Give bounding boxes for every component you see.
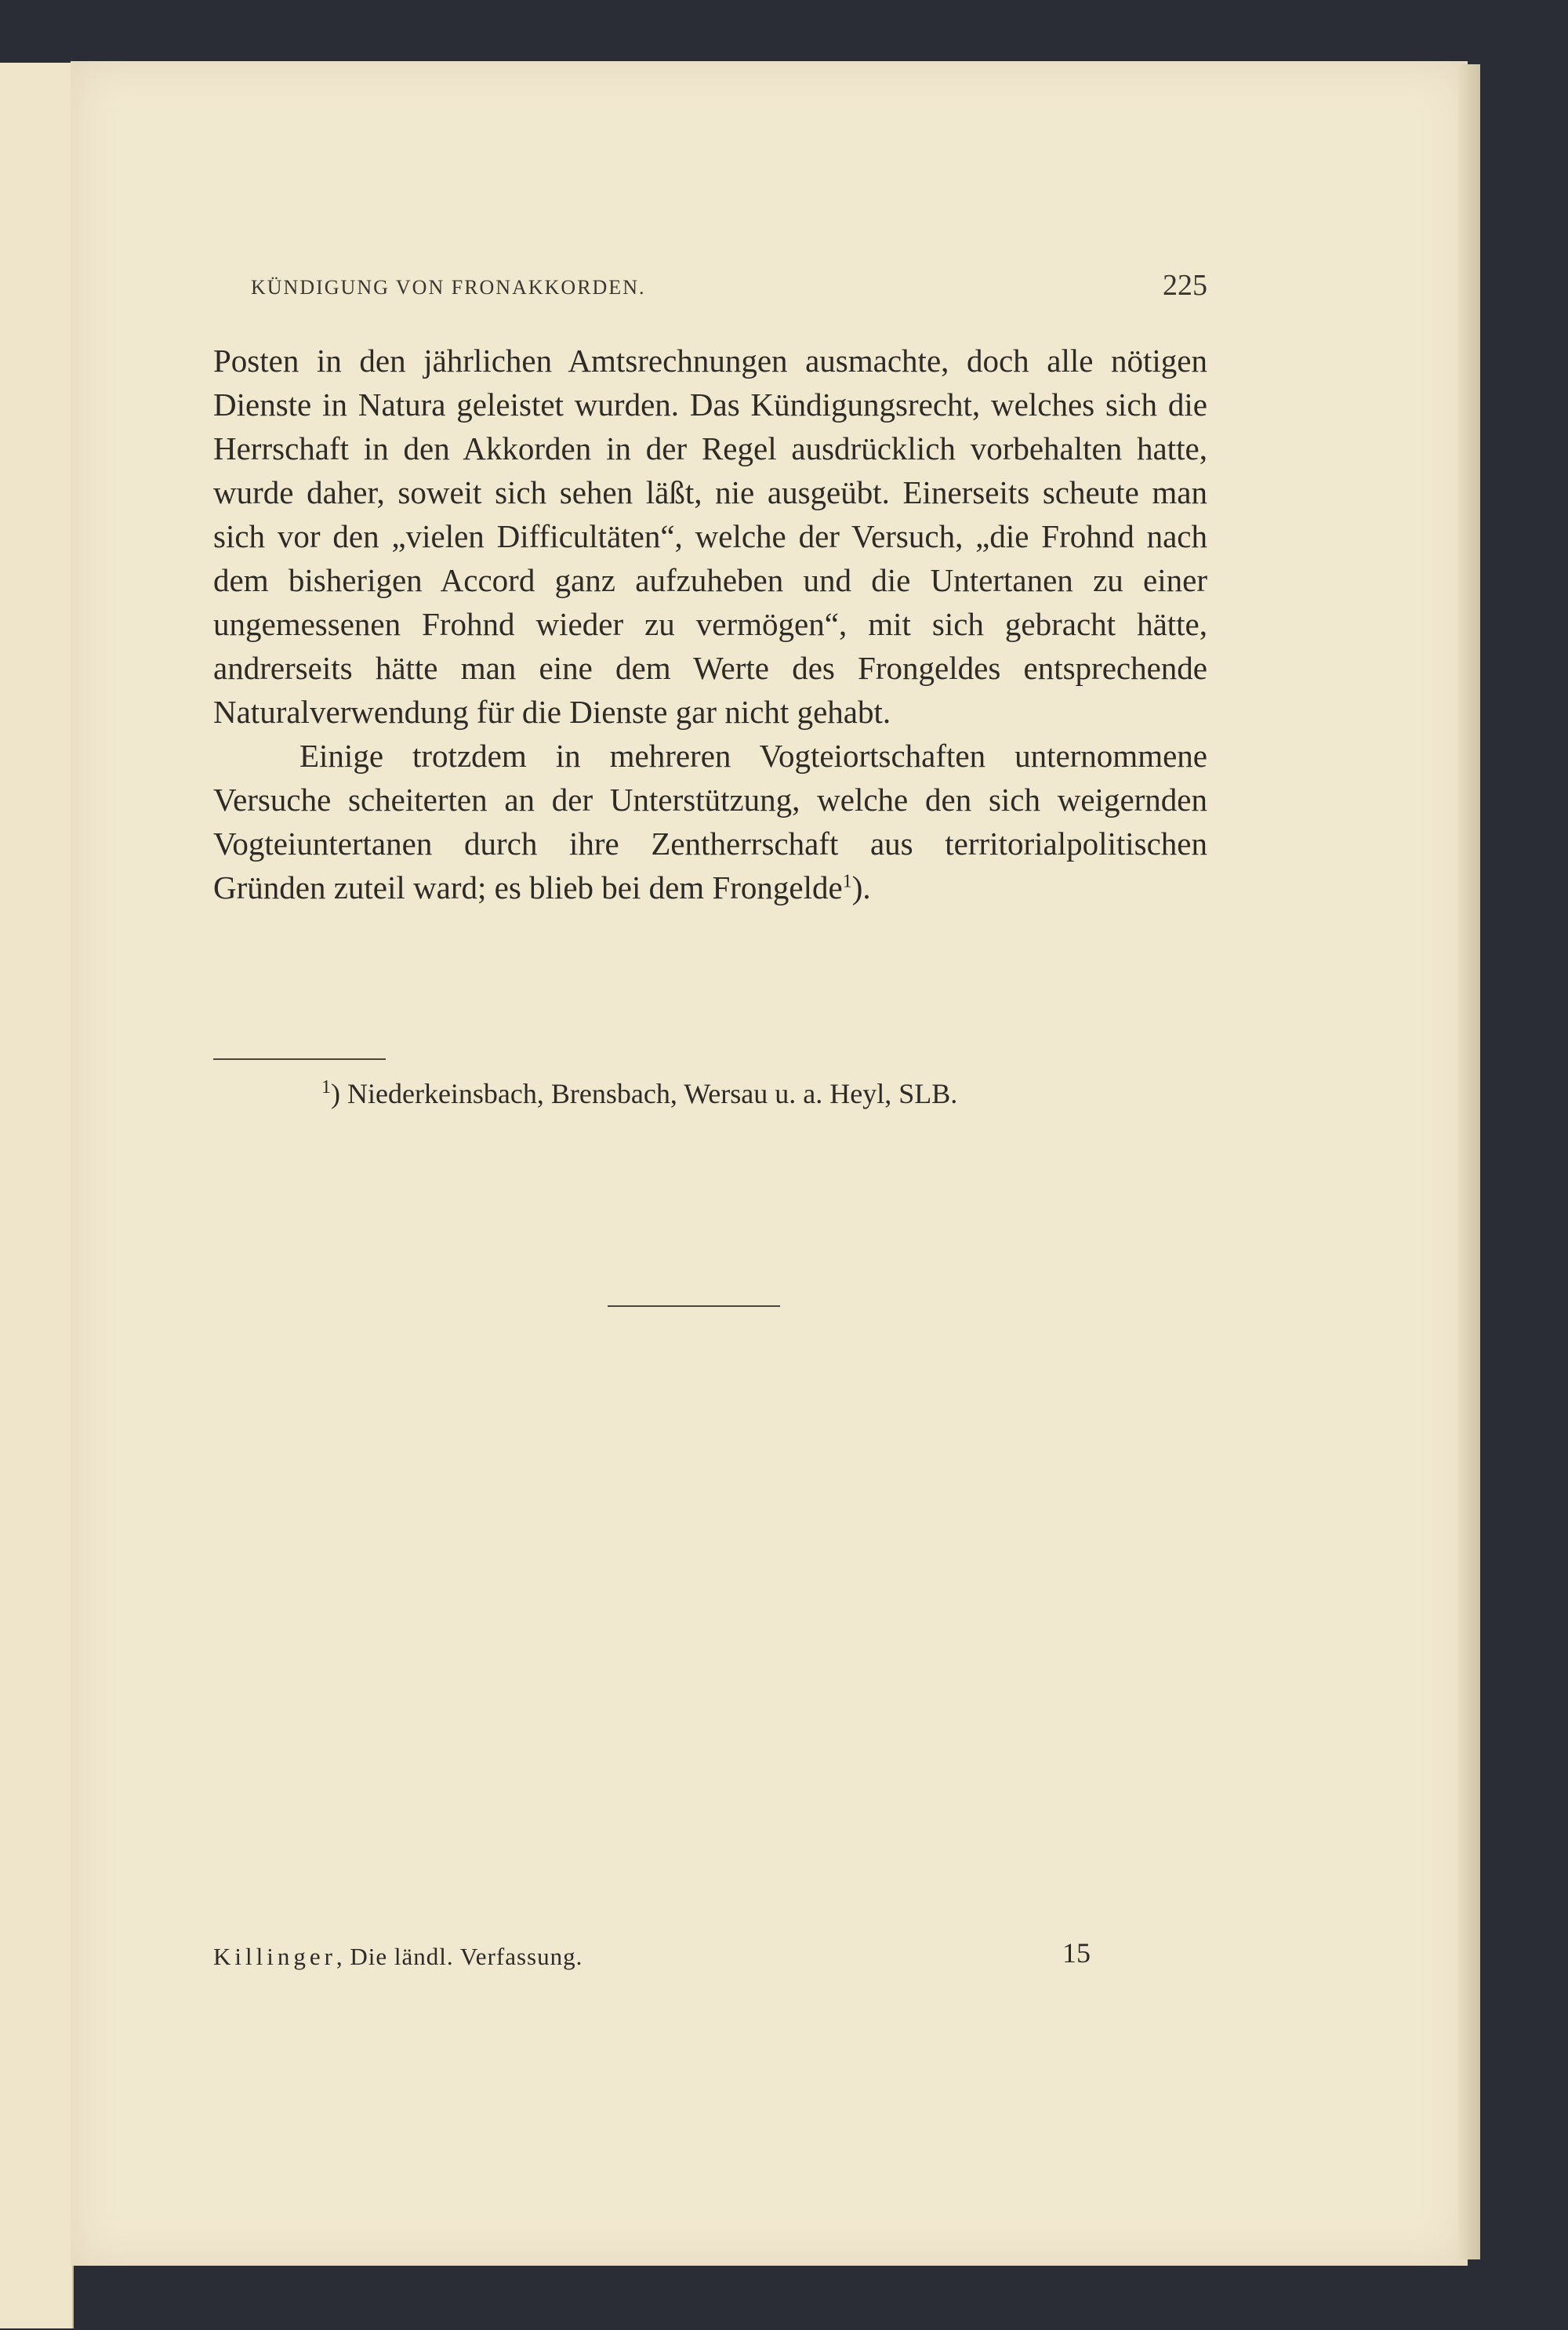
paragraph-1: Posten in den jährlichen Amtsrechnungen ausmachte, doch alle nötigen Dienste in Natura geleistet wurden. Das Kündigungsrecht, welches sich die Herrschaft in den Akkorden in der Regel ausdrücklich vorbehalten hatte, wurde daher, soweit sich sehen läßt, nie ausgeübt. Einerseits scheute man sich vor den „vielen Difficultäten“, welche der Versuch, „die Frohnd nach dem bisherigen Accord ganz aufzuheben und die Untertanen zu einer ungemessenen Frohnd wieder zu vermögen“, mit sich gebracht hätte, andrerseits hätte man eine dem Werte des Frongeldes entsprechende Naturalverwendung für die Dienste gar nicht gehabt. bbox=[213, 343, 1207, 730]
main-text bbox=[213, 339, 1207, 909]
footnote-text: Niederkeinsbach, Brensbach, Wersau u. a. Heyl, SLB. bbox=[340, 1078, 958, 1109]
page-stack-edge bbox=[1458, 64, 1480, 2259]
page-number: 225 bbox=[1163, 269, 1207, 302]
footnote bbox=[321, 1074, 1207, 1113]
signature-title: , Die ländl. Verfassung. bbox=[336, 1943, 583, 1970]
signature-line bbox=[213, 1936, 1207, 1976]
paragraph-2 bbox=[213, 734, 1207, 909]
footnote-divider bbox=[213, 1058, 386, 1060]
book-signature bbox=[213, 1943, 583, 1971]
paragraph-2-text: Einige trotzdem in mehreren Vogteiortschaften unternommene Versuche scheiterten an der Unterstützung, welche den sich weigernden Vogteiuntertanen durch ihre Zentherrschaft aus territorialpolitischen Gründen zuteil ward; es blieb bei dem Frongelde bbox=[213, 738, 1207, 906]
previous-page-edge bbox=[0, 63, 74, 2328]
paragraph-2-end: ). bbox=[851, 869, 871, 906]
footnote-marker: 1 bbox=[321, 1077, 331, 1098]
footnote-reference: 1 bbox=[842, 871, 852, 892]
footnote-marker-paren: ) bbox=[331, 1078, 340, 1109]
section-end-rule bbox=[608, 1305, 780, 1307]
running-title: KÜNDIGUNG VON FRONAKKORDEN. bbox=[251, 276, 646, 299]
sheet-number: 15 bbox=[1062, 1937, 1091, 1969]
page-header bbox=[251, 268, 1207, 315]
signature-author: Killinger bbox=[213, 1943, 336, 1970]
